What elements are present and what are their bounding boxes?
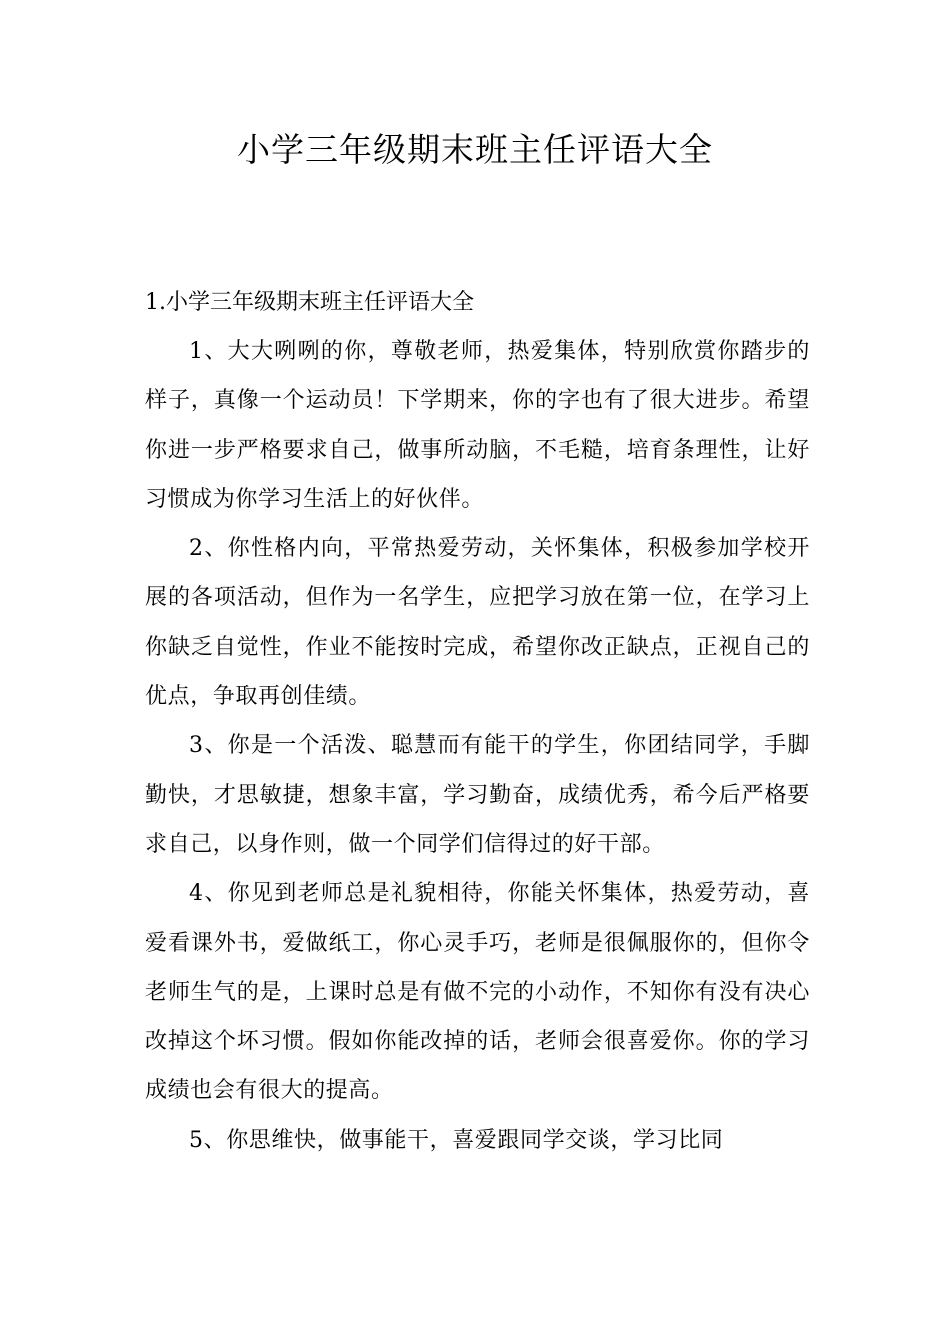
document-title: 小学三年级期末班主任评语大全 <box>237 130 713 169</box>
comment-paragraph-5: 5、你思维快，做事能干，喜爱跟同学交谈，学习比同 <box>189 1127 724 1153</box>
comment-paragraph-2: 2、你性格内向，平常热爱劳动，关怀集体，积极参加学校开展的各项活动，但作为一名学生，应把学习放在第一位，在学习上你缺乏自觉性，作业不能按时完成，希望你改正缺点，正视自己的优点，争取再创佳绩。 <box>145 536 810 710</box>
document-body <box>145 278 810 1165</box>
comment-paragraph-3: 3、你是一个活泼、聪慧而有能干的学生，你团结同学，手脚勤快，才思敏捷，想象丰富，学习勤奋，成绩优秀，希今后严格要求自己，以身作则，做一个同学们信得过的好干部。 <box>145 733 810 857</box>
comment-paragraph-4: 4、你见到老师总是礼貌相待，你能关怀集体，热爱劳动，喜爱看课外书，爱做纸工，你心灵手巧，老师是很佩服你的，但你令老师生气的是，上课时总是有做不完的小动作，不知你有没有决心改掉这个坏习惯。假如你能改掉的话，老师会很喜爱你。你的学习成绩也会有很大的提高。 <box>145 881 810 1104</box>
comment-paragraph-1: 1、大大咧咧的你，尊敬老师，热爱集体，特别欣赏你踏步的样子，真像一个运动员！下学期来，你的字也有了很大进步。希望你进一步严格要求自己，做事所动脑，不毛糙，培育条理性，让好习惯成为你学习生活上的好伙伴。 <box>145 339 810 512</box>
section-heading: 1.小学三年级期末班主任评语大全 <box>145 290 474 315</box>
